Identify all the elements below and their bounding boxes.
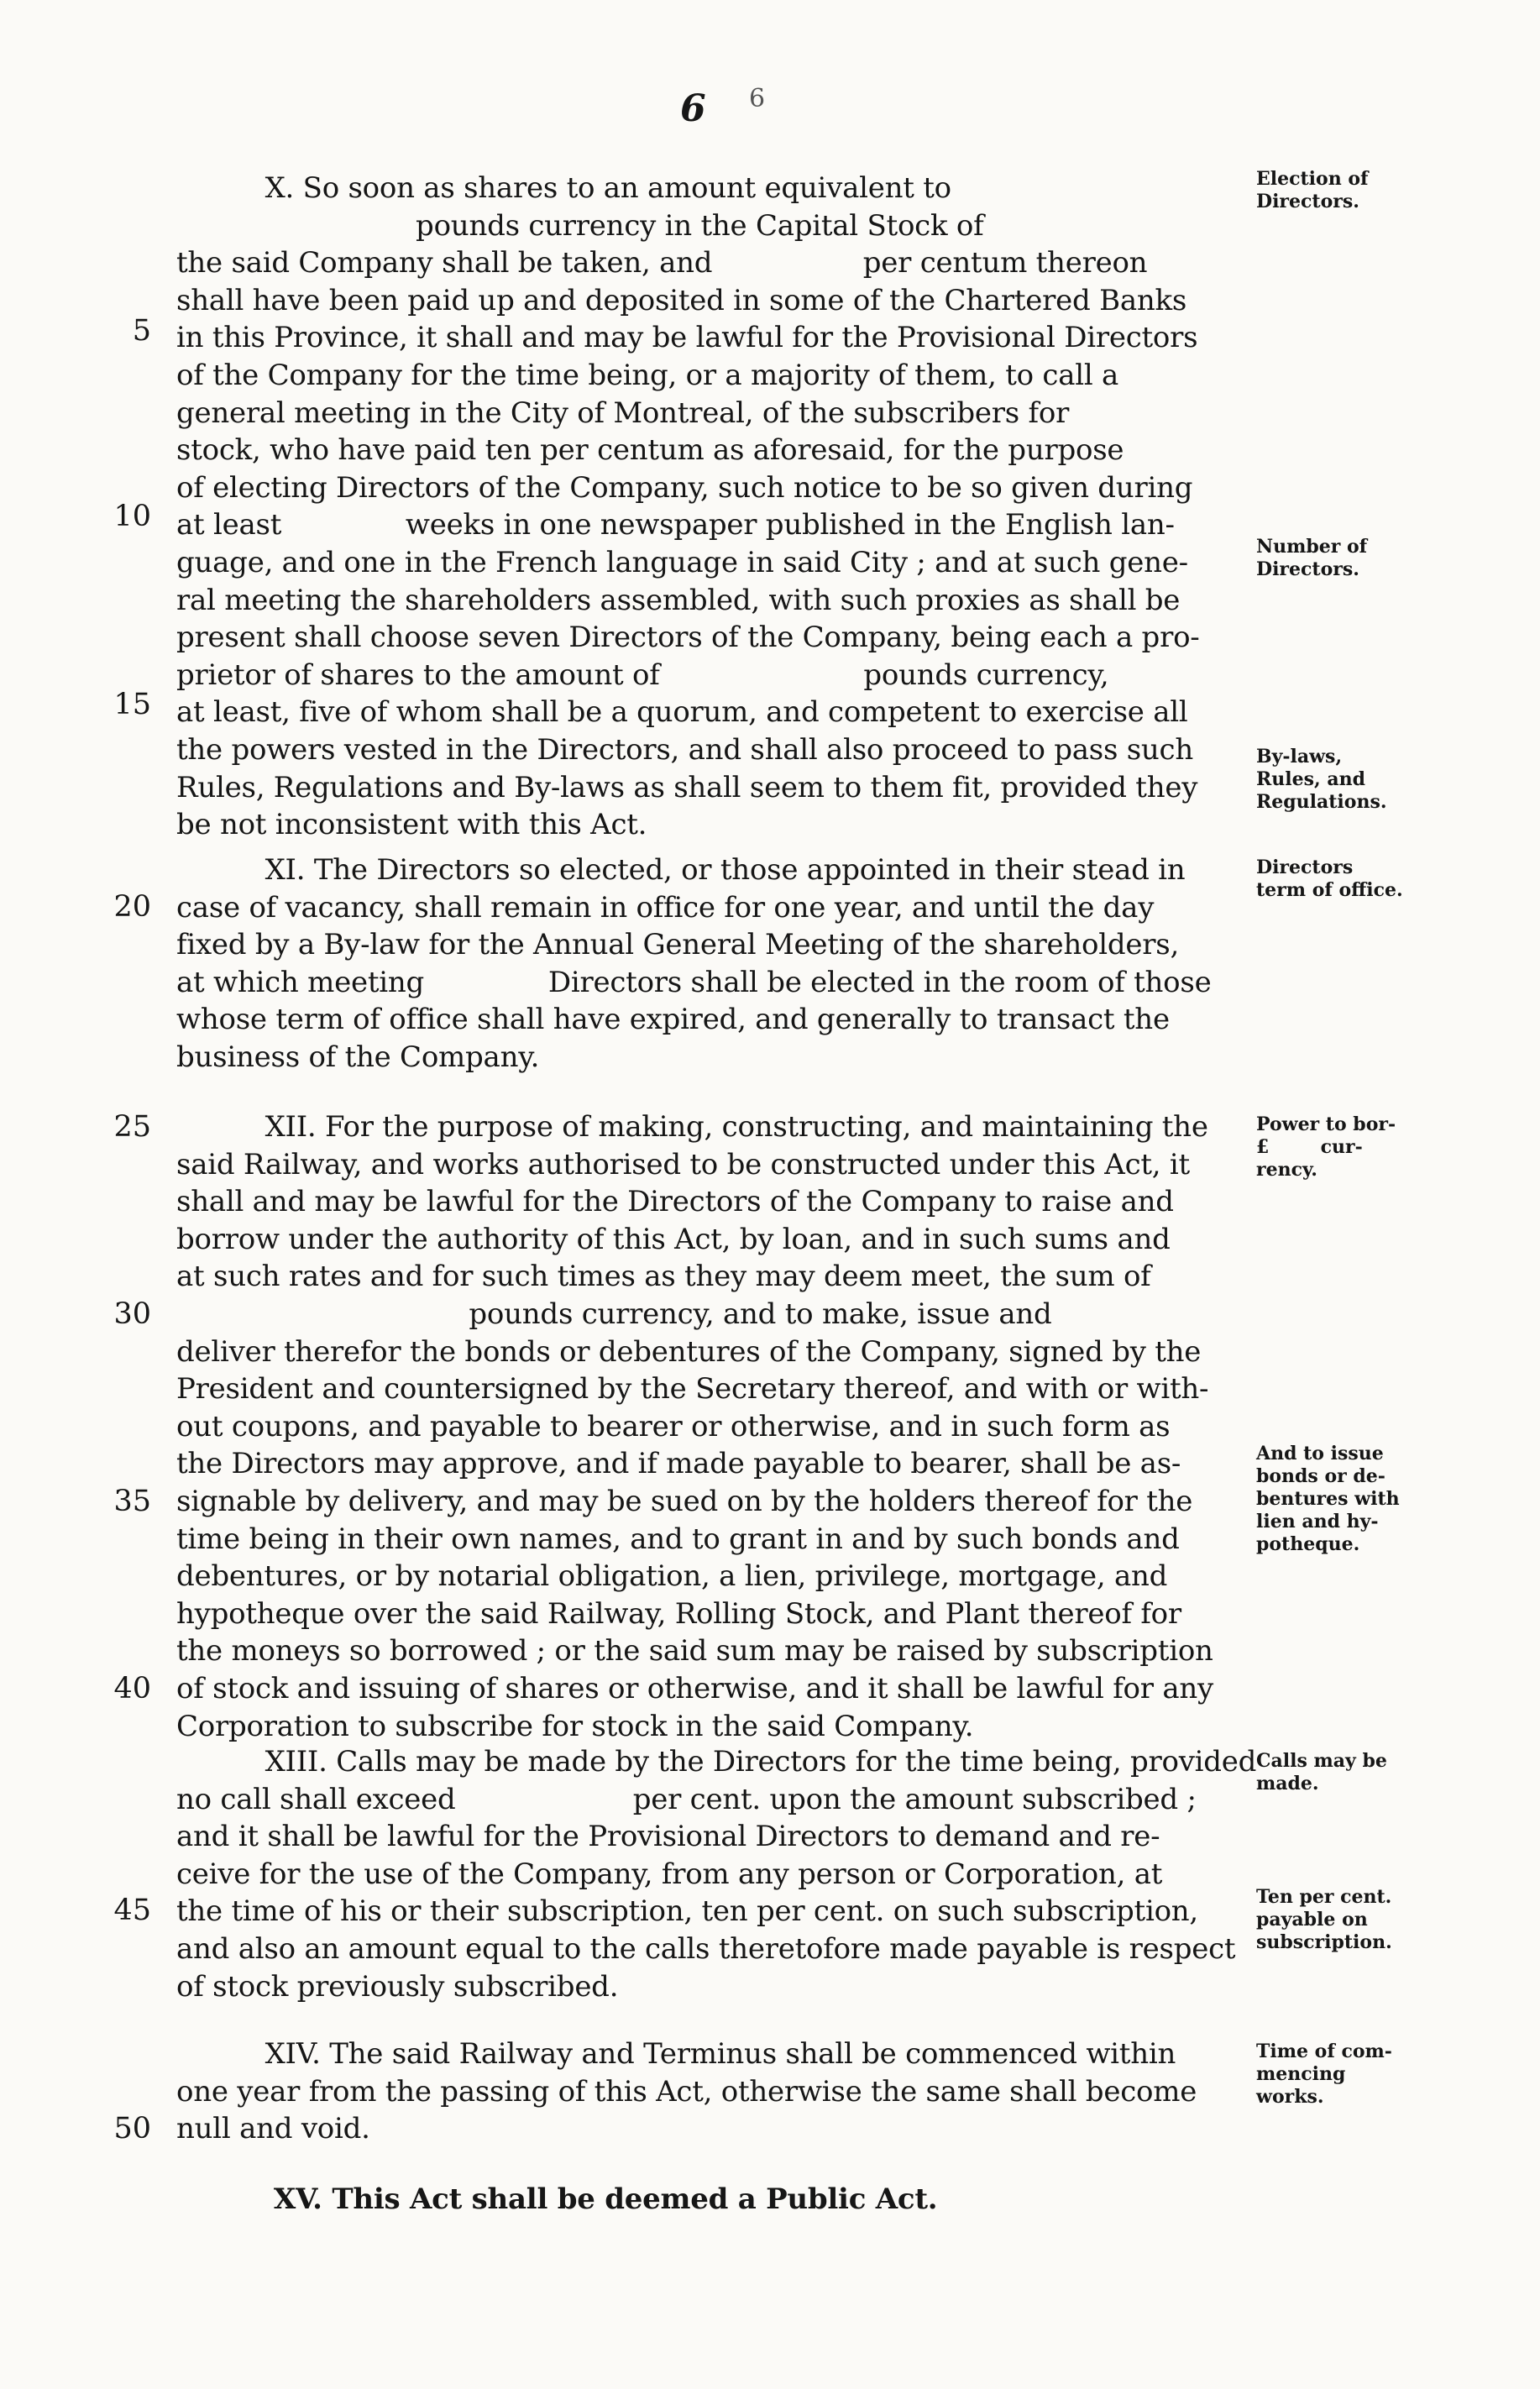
- margin-note-calls: Calls may be made.: [1256, 1750, 1387, 1794]
- line-number-20: 20: [113, 890, 151, 924]
- text-line: X. So soon as shares to an amount equivalent to: [176, 171, 951, 205]
- text-line: whose term of office shall have expired, and generally to transact the: [176, 1003, 1170, 1037]
- text-line: prietor of shares to the amount of pounds currency,: [176, 657, 1109, 692]
- text-line: of stock and issuing of shares or otherwise, and it shall be lawful for any: [176, 1671, 1213, 1705]
- text-line: pounds currency in the Capital Stock of: [176, 208, 984, 243]
- text-line: hypotheque over the said Railway, Rolling Stock, and Plant thereof for: [176, 1596, 1181, 1631]
- page-number: 6: [680, 87, 706, 130]
- margin-note-number: Number of Directors.: [1256, 536, 1368, 580]
- text-line: null and void.: [176, 2112, 370, 2146]
- margin-note-tenpercent: Ten per cent. payable on subscription.: [1256, 1886, 1392, 1953]
- text-line: case of vacancy, shall remain in office for one year, and until the day: [176, 890, 1155, 925]
- line-number-40: 40: [113, 1672, 151, 1705]
- section-xv: [176, 2181, 1243, 2219]
- text-line: XV. This Act shall be deemed a Public Act.: [176, 2182, 938, 2216]
- text-line: at which meeting Directors shall be elected in the room of those: [176, 965, 1212, 999]
- margin-note-election: Election of Directors.: [1256, 168, 1369, 212]
- text-line: no call shall exceed per cent. upon the amount subscribed ;: [176, 1782, 1197, 1816]
- text-line: shall and may be lawful for the Directors of the Company to raise and: [176, 1185, 1174, 1219]
- text-line: in this Province, it shall and may be lawful for the Provisional Directors: [176, 321, 1198, 355]
- line-number-35: 35: [113, 1485, 151, 1518]
- margin-note-issue: And to issue bonds or de- bentures with lien and hy- potheque.: [1256, 1443, 1400, 1555]
- margin-note-commencing: Time of com- mencing works.: [1256, 2041, 1392, 2108]
- margin-note-term: Directors term of office.: [1256, 857, 1403, 901]
- page-mark: 6: [749, 84, 766, 113]
- text-line: Rules, Regulations and By-laws as shall seem to them fit, provided they: [176, 770, 1198, 804]
- text-line: at least weeks in one newspaper published in the English lan-: [176, 508, 1175, 542]
- text-line: ral meeting the shareholders assembled, with such proxies as shall be: [176, 583, 1181, 617]
- text-line: and it shall be lawful for the Provisional Directors to demand and re-: [176, 1820, 1160, 1854]
- section-xiv: [176, 2035, 1243, 2148]
- section-xii: [176, 1108, 1243, 1745]
- text-line: ceive for the use of the Company, from any person or Corporation, at: [176, 1857, 1163, 1891]
- text-line: XII. For the purpose of making, constructing, and maintaining the: [176, 1110, 1208, 1144]
- text-line: the said Company shall be taken, and per centum thereon: [176, 246, 1148, 280]
- text-line: at such rates and for such times as they may deem meet, the sum of: [176, 1260, 1151, 1294]
- text-line: pounds currency, and to make, issue and: [176, 1297, 1052, 1331]
- text-line: XI. The Directors so elected, or those appointed in their stead in: [176, 853, 1186, 887]
- text-line: shall have been paid up and deposited in some of the Chartered Banks: [176, 283, 1187, 317]
- text-line: fixed by a By-law for the Annual General Meeting of the shareholders,: [176, 928, 1180, 962]
- text-line: the powers vested in the Directors, and shall also proceed to pass such: [176, 732, 1193, 767]
- line-number-15: 15: [113, 688, 151, 721]
- margin-note-bylaws: By-laws, Rules, and Regulations.: [1256, 746, 1387, 813]
- text-line: be not inconsistent with this Act.: [176, 808, 647, 842]
- text-line: the time of his or their subscription, ten per cent. on such subscription,: [176, 1894, 1198, 1929]
- line-number-5: 5: [132, 314, 151, 348]
- text-line: of electing Directors of the Company, such notice to be so given during: [176, 470, 1193, 505]
- text-line: and also an amount equal to the calls theretofore made payable is respect: [176, 1931, 1236, 1966]
- text-line: business of the Company.: [176, 1040, 540, 1074]
- line-number-45: 45: [113, 1894, 151, 1927]
- text-line: time being in their own names, and to grant in and by such bonds and: [176, 1522, 1180, 1556]
- text-line: general meeting in the City of Montreal, of the subscribers for: [176, 396, 1070, 430]
- margin-note-borrow: Power to bor- £ cur- rency.: [1256, 1113, 1396, 1181]
- text-line: XIV. The said Railway and Terminus shall be commenced within: [176, 2037, 1176, 2071]
- text-line: XIII. Calls may be made by the Directors for the time being, provided: [176, 1745, 1257, 1779]
- line-number-10: 10: [113, 500, 151, 533]
- section-x: [176, 170, 1243, 844]
- text-line: said Railway, and works authorised to be constructed under this Act, it: [176, 1147, 1190, 1181]
- text-line: the moneys so borrowed ; or the said sum may be raised by subscription: [176, 1634, 1213, 1669]
- text-line: signable by delivery, and may be sued on by the holders thereof for the: [176, 1484, 1193, 1518]
- text-line: one year from the passing of this Act, otherwise the same shall become: [176, 2074, 1197, 2109]
- line-number-25: 25: [113, 1110, 151, 1144]
- text-line: debentures, or by notarial obligation, a lien, privilege, mortgage, and: [176, 1559, 1168, 1594]
- text-line: present shall choose seven Directors of the Company, being each a pro-: [176, 621, 1200, 655]
- section-xiii: [176, 1743, 1257, 2005]
- text-line: borrow under the authority of this Act, by loan, and in such sums and: [176, 1222, 1171, 1256]
- text-line: the Directors may approve, and if made payable to bearer, shall be as-: [176, 1447, 1181, 1481]
- text-line: at least, five of whom shall be a quorum, and competent to exercise all: [176, 695, 1188, 730]
- text-line: out coupons, and payable to bearer or otherwise, and in such form as: [176, 1409, 1171, 1443]
- text-line: of the Company for the time being, or a majority of them, to call a: [176, 358, 1119, 392]
- text-line: Corporation to subscribe for stock in the said Company.: [176, 1709, 974, 1743]
- text-line: stock, who have paid ten per centum as aforesaid, for the purpose: [176, 433, 1124, 468]
- line-number-30: 30: [113, 1297, 151, 1331]
- text-line: deliver therefor the bonds or debentures of the Company, signed by the: [176, 1334, 1202, 1369]
- section-xi: [176, 851, 1243, 1077]
- line-number-50: 50: [113, 2112, 151, 2145]
- text-line: guage, and one in the French language in said City ; and at such gene-: [176, 545, 1188, 579]
- text-line: President and countersigned by the Secretary thereof, and with or with-: [176, 1372, 1209, 1407]
- text-line: of stock previously subscribed.: [176, 1969, 619, 2004]
